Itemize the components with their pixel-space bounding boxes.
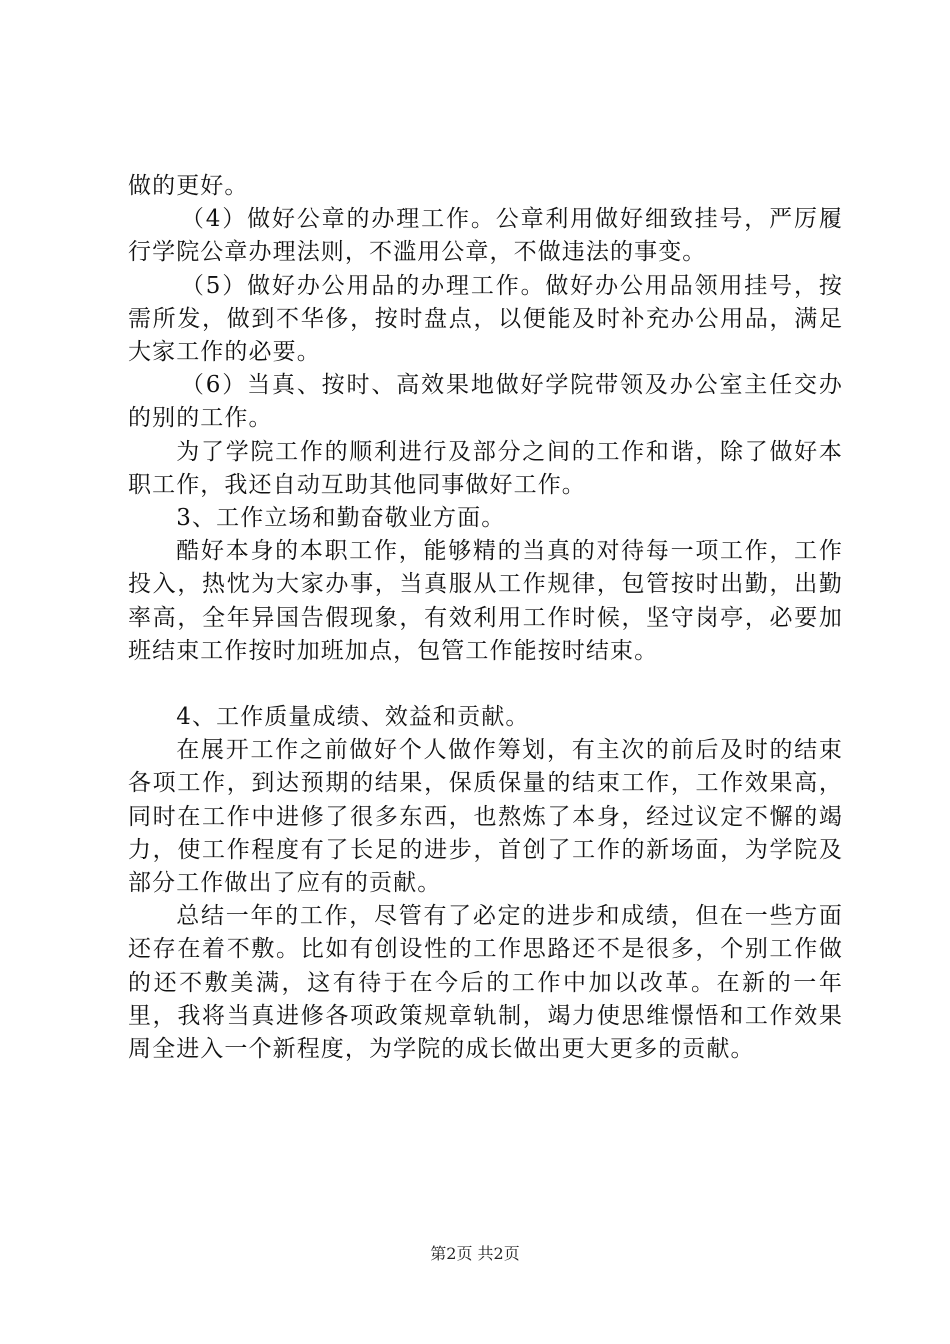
section-heading-3: 3、工作立场和勤奋敬业方面。 [176, 505, 506, 532]
paragraph-continuation: 做的更好。 [128, 173, 249, 199]
paragraph-item-5: （5）做好办公用品的办理工作。做好办公用品领用挂号，按需所发，做到不华侈，按时盘点，以便能及时补充办公用品，满足大家工作的必要。 [128, 272, 843, 366]
paragraph-quality: 在展开工作之前做好个人做作筹划，有主次的前后及时的结束各项工作，到达预期的结果，保质保量的结束工作，工作效果高，同时在工作中进修了很多东西，也熬炼了本身，经过议定不懈的竭力，使工作程度有了长足的进步，首创了工作的新场面，为学院及部分工作做出了应有的贡献。 [128, 737, 843, 897]
paragraph-item-4: （4）做好公章的办理工作。公章利用做好细致挂号，严厉履行学院公章办理法则，不滥用公章，不做违法的事变。 [128, 206, 843, 266]
section-heading-4: 4、工作质量成绩、效益和贡献。 [176, 704, 530, 731]
paragraph-attitude: 酷好本身的本职工作，能够精的当真的对待每一项工作，工作投入，热忱为大家办事，当真服从工作规律，包管按时出勤，出勤率高，全年异国告假现象，有效利用工作时候，坚守岗亭，必要加班结束工作按时加班加点，包管工作能按时结束。 [128, 538, 843, 664]
paragraph-summary: 总结一年的工作，尽管有了必定的进步和成绩，但在一些方面还存在着不敷。比如有创设性的工作思路还不是很多，个别工作做的还不敷美满，这有待于在今后的工作中加以改革。在新的一年里，我将当真进修各项政策规章轨制，竭力使思维憬悟和工作效果周全进入一个新程度，为学院的成长做出更大更多的贡献。 [128, 903, 843, 1063]
page-number-footer: 第2页 共2页 [430, 1244, 520, 1263]
document-body [128, 170, 843, 1066]
paragraph-cooperation: 为了学院工作的顺利进行及部分之间的工作和谐，除了做好本职工作，我还自动互助其他同事做好工作。 [128, 438, 843, 498]
paragraph-item-6: （6）当真、按时、高效果地做好学院带领及办公室主任交办的别的工作。 [128, 372, 843, 432]
